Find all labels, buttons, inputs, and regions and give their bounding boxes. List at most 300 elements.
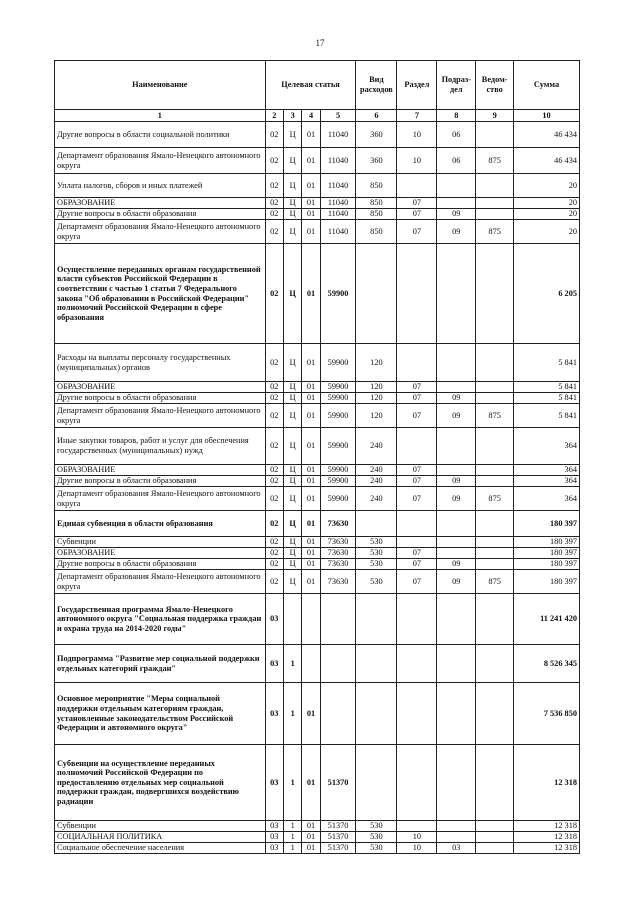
cell-name: Субвенции на осуществление переданных полномочий Российской Федерации по предоставлению отдельных мер социальной поддержки граждан, подвергшихся воздействию радиации	[55, 745, 266, 821]
cell-direction-code: 51370	[320, 832, 356, 843]
cell-program-code: 02	[265, 570, 283, 594]
cell-subprogram-code: Ц	[283, 465, 301, 476]
column-number: 5	[320, 110, 356, 122]
cell-event-code: 01	[302, 393, 320, 404]
cell-name: Департамент образования Ямало-Ненецкого автономного округа	[55, 570, 266, 594]
cell-name: Другие вопросы в области образования	[55, 559, 266, 570]
cell-direction-code: 51370	[320, 821, 356, 832]
cell-amount: 20	[514, 209, 580, 220]
cell-expense-type	[356, 645, 397, 683]
table-row	[55, 832, 580, 843]
cell-event-code: 01	[302, 843, 320, 854]
table-row	[55, 198, 580, 209]
cell-expense-type: 850	[356, 209, 397, 220]
cell-subsection	[437, 382, 476, 393]
cell-section: 07	[397, 570, 437, 594]
table-row	[55, 122, 580, 148]
cell-subprogram-code: Ц	[283, 122, 301, 148]
cell-amount: 20	[514, 198, 580, 209]
cell-program-code: 03	[265, 594, 283, 645]
cell-expense-type: 850	[356, 220, 397, 244]
cell-program-code: 02	[265, 559, 283, 570]
table-row	[55, 843, 580, 854]
table-row	[55, 511, 580, 537]
table-row	[55, 476, 580, 487]
cell-section	[397, 428, 437, 465]
column-number: 3	[283, 110, 301, 122]
cell-program-code: 02	[265, 198, 283, 209]
cell-amount: 20	[514, 220, 580, 244]
header-expense-type: Вид расходов	[356, 61, 397, 110]
table-row	[55, 683, 580, 745]
table-row	[55, 344, 580, 382]
cell-section	[397, 344, 437, 382]
cell-event-code: 01	[302, 198, 320, 209]
cell-subsection	[437, 594, 476, 645]
cell-section: 10	[397, 148, 437, 174]
cell-expense-type: 240	[356, 476, 397, 487]
cell-amount: 180 397	[514, 537, 580, 548]
cell-name: Иные закупки товаров, работ и услуг для обеспечения государственных (муниципальных) нужд	[55, 428, 266, 465]
cell-event-code: 01	[302, 537, 320, 548]
cell-direction-code: 11040	[320, 220, 356, 244]
cell-section: 10	[397, 122, 437, 148]
cell-section: 07	[397, 559, 437, 570]
cell-name: Другие вопросы в области образования	[55, 476, 266, 487]
cell-name: Социальное обеспечение населения	[55, 843, 266, 854]
cell-name: Подпрограмма "Развитие мер социальной поддержки отдельных категорий граждан"	[55, 645, 266, 683]
cell-department: 875	[476, 148, 514, 174]
table-row	[55, 209, 580, 220]
cell-section	[397, 683, 437, 745]
column-number: 9	[476, 110, 514, 122]
cell-event-code: 01	[302, 683, 320, 745]
cell-subsection	[437, 683, 476, 745]
cell-subprogram-code: Ц	[283, 344, 301, 382]
cell-direction-code: 59900	[320, 428, 356, 465]
cell-subsection: 09	[437, 570, 476, 594]
cell-subprogram-code: Ц	[283, 404, 301, 428]
cell-department	[476, 382, 514, 393]
cell-name: Субвенции	[55, 821, 266, 832]
cell-subsection: 09	[437, 404, 476, 428]
cell-program-code: 02	[265, 511, 283, 537]
header-target-article: Целевая статья	[265, 61, 356, 110]
cell-direction-code: 11040	[320, 174, 356, 198]
cell-name: Субвенции	[55, 537, 266, 548]
cell-program-code: 02	[265, 122, 283, 148]
cell-program-code: 03	[265, 843, 283, 854]
table-row	[55, 244, 580, 344]
table-row	[55, 148, 580, 174]
cell-subprogram-code: Ц	[283, 209, 301, 220]
cell-event-code: 01	[302, 428, 320, 465]
cell-subprogram-code: Ц	[283, 174, 301, 198]
cell-subsection: 09	[437, 476, 476, 487]
cell-event-code: 01	[302, 821, 320, 832]
cell-direction-code: 11040	[320, 148, 356, 174]
cell-direction-code: 51370	[320, 745, 356, 821]
table-row	[55, 594, 580, 645]
cell-section: 07	[397, 198, 437, 209]
cell-program-code: 02	[265, 174, 283, 198]
cell-subsection	[437, 344, 476, 382]
cell-department	[476, 821, 514, 832]
table-row	[55, 174, 580, 198]
cell-direction-code: 73630	[320, 548, 356, 559]
cell-section: 07	[397, 487, 437, 511]
cell-event-code: 01	[302, 382, 320, 393]
cell-section	[397, 821, 437, 832]
cell-expense-type	[356, 683, 397, 745]
cell-expense-type: 530	[356, 570, 397, 594]
header-section: Раздел	[397, 61, 437, 110]
cell-expense-type: 240	[356, 465, 397, 476]
cell-subprogram-code: Ц	[283, 487, 301, 511]
header-amount: Сумма	[514, 61, 580, 110]
cell-subprogram-code: 1	[283, 645, 301, 683]
cell-direction-code: 11040	[320, 209, 356, 220]
page-number: 17	[315, 38, 325, 48]
cell-department	[476, 476, 514, 487]
cell-expense-type	[356, 511, 397, 537]
column-number-row	[55, 110, 580, 122]
cell-amount: 364	[514, 465, 580, 476]
cell-department	[476, 548, 514, 559]
cell-event-code: 01	[302, 220, 320, 244]
cell-department	[476, 745, 514, 821]
cell-direction-code: 51370	[320, 843, 356, 854]
table-row	[55, 570, 580, 594]
cell-department: 875	[476, 220, 514, 244]
column-number: 1	[55, 110, 266, 122]
header-department: Ведом-ство	[476, 61, 514, 110]
cell-section	[397, 594, 437, 645]
cell-department	[476, 465, 514, 476]
cell-section: 07	[397, 404, 437, 428]
cell-expense-type: 120	[356, 382, 397, 393]
cell-department	[476, 344, 514, 382]
cell-event-code: 01	[302, 745, 320, 821]
cell-event-code: 01	[302, 487, 320, 511]
cell-name: Департамент образования Ямало-Ненецкого автономного округа	[55, 404, 266, 428]
cell-name: Единая субвенция в области образования	[55, 511, 266, 537]
table-header-row	[55, 61, 580, 110]
cell-direction-code: 73630	[320, 570, 356, 594]
cell-expense-type: 530	[356, 821, 397, 832]
table-row	[55, 645, 580, 683]
cell-event-code: 01	[302, 209, 320, 220]
cell-subsection: 09	[437, 487, 476, 511]
cell-department	[476, 559, 514, 570]
cell-subsection	[437, 832, 476, 843]
header-subsection: Подраз-дел	[437, 61, 476, 110]
cell-event-code: 01	[302, 404, 320, 428]
cell-direction-code: 73630	[320, 559, 356, 570]
table-row	[55, 537, 580, 548]
cell-expense-type: 240	[356, 428, 397, 465]
cell-expense-type: 120	[356, 344, 397, 382]
cell-amount: 180 397	[514, 570, 580, 594]
cell-subsection	[437, 548, 476, 559]
cell-program-code: 02	[265, 209, 283, 220]
cell-expense-type: 530	[356, 843, 397, 854]
cell-subsection	[437, 537, 476, 548]
cell-amount: 6 205	[514, 244, 580, 344]
cell-name: ОБРАЗОВАНИЕ	[55, 548, 266, 559]
cell-expense-type: 120	[356, 404, 397, 428]
cell-program-code: 02	[265, 393, 283, 404]
cell-subsection	[437, 821, 476, 832]
cell-subprogram-code: Ц	[283, 476, 301, 487]
column-number: 2	[265, 110, 283, 122]
cell-direction-code: 59900	[320, 476, 356, 487]
cell-department	[476, 832, 514, 843]
cell-section: 07	[397, 465, 437, 476]
cell-department	[476, 244, 514, 344]
cell-direction-code: 59900	[320, 244, 356, 344]
table-body	[55, 122, 580, 854]
cell-name: Осуществление переданных органам государственной власти субъектов Российской Федерации в соответствии с частью 1 статьи 7 Федерального закона "Об образовании в Российской Федерации" полномочий Российской Федерации в сфере образования	[55, 244, 266, 344]
column-number: 7	[397, 110, 437, 122]
cell-direction-code: 59900	[320, 344, 356, 382]
cell-amount: 46 434	[514, 148, 580, 174]
cell-subsection	[437, 465, 476, 476]
cell-program-code: 02	[265, 344, 283, 382]
cell-department	[476, 174, 514, 198]
cell-event-code: 01	[302, 559, 320, 570]
budget-table	[54, 60, 580, 854]
cell-program-code: 02	[265, 220, 283, 244]
table-row	[55, 745, 580, 821]
cell-subsection: 09	[437, 220, 476, 244]
cell-program-code: 02	[265, 404, 283, 428]
cell-subprogram-code: Ц	[283, 511, 301, 537]
cell-amount: 5 841	[514, 393, 580, 404]
cell-subprogram-code: 1	[283, 843, 301, 854]
cell-program-code: 02	[265, 428, 283, 465]
cell-amount: 12 318	[514, 832, 580, 843]
table-row	[55, 465, 580, 476]
cell-expense-type	[356, 594, 397, 645]
cell-subsection: 06	[437, 148, 476, 174]
cell-department	[476, 122, 514, 148]
table-row	[55, 404, 580, 428]
cell-department: 875	[476, 487, 514, 511]
cell-program-code: 02	[265, 476, 283, 487]
table-row	[55, 559, 580, 570]
cell-event-code: 01	[302, 122, 320, 148]
cell-amount: 5 841	[514, 404, 580, 428]
cell-subsection	[437, 645, 476, 683]
cell-amount: 11 241 420	[514, 594, 580, 645]
cell-subprogram-code: Ц	[283, 559, 301, 570]
cell-section: 07	[397, 209, 437, 220]
cell-direction-code: 59900	[320, 404, 356, 428]
cell-amount: 8 526 345	[514, 645, 580, 683]
cell-program-code: 02	[265, 537, 283, 548]
cell-expense-type: 360	[356, 148, 397, 174]
table-row	[55, 548, 580, 559]
cell-event-code: 01	[302, 148, 320, 174]
cell-subprogram-code: 1	[283, 821, 301, 832]
cell-subsection	[437, 198, 476, 209]
cell-event-code: 01	[302, 465, 320, 476]
cell-name: Департамент образования Ямало-Ненецкого автономного округа	[55, 487, 266, 511]
cell-expense-type: 850	[356, 198, 397, 209]
cell-event-code: 01	[302, 476, 320, 487]
cell-amount: 46 434	[514, 122, 580, 148]
cell-amount: 20	[514, 174, 580, 198]
cell-name: Государственная программа Ямало-Ненецкого автономного округа "Социальная поддержка граждан и охрана труда на 2014-2020 годы"	[55, 594, 266, 645]
cell-department	[476, 594, 514, 645]
table-row	[55, 487, 580, 511]
cell-subprogram-code: Ц	[283, 548, 301, 559]
cell-department	[476, 393, 514, 404]
cell-program-code: 02	[265, 465, 283, 476]
cell-program-code: 02	[265, 382, 283, 393]
cell-subprogram-code: Ц	[283, 198, 301, 209]
cell-direction-code: 59900	[320, 393, 356, 404]
cell-section	[397, 244, 437, 344]
cell-section: 07	[397, 393, 437, 404]
cell-subprogram-code: 1	[283, 683, 301, 745]
header-name: Наименование	[55, 61, 266, 110]
cell-amount: 12 318	[514, 821, 580, 832]
cell-section	[397, 645, 437, 683]
cell-subprogram-code: Ц	[283, 428, 301, 465]
cell-subprogram-code: 1	[283, 832, 301, 843]
cell-subsection: 09	[437, 559, 476, 570]
cell-subprogram-code: 1	[283, 745, 301, 821]
cell-subprogram-code: Ц	[283, 244, 301, 344]
cell-expense-type: 360	[356, 122, 397, 148]
cell-expense-type: 530	[356, 559, 397, 570]
cell-direction-code: 59900	[320, 487, 356, 511]
cell-amount: 5 841	[514, 382, 580, 393]
cell-subsection	[437, 174, 476, 198]
cell-section: 10	[397, 843, 437, 854]
cell-direction-code	[320, 683, 356, 745]
cell-program-code: 02	[265, 548, 283, 559]
cell-expense-type: 240	[356, 487, 397, 511]
cell-direction-code	[320, 594, 356, 645]
cell-program-code: 02	[265, 487, 283, 511]
cell-subsection: 09	[437, 393, 476, 404]
cell-name: Департамент образования Ямало-Ненецкого автономного округа	[55, 220, 266, 244]
cell-subsection	[437, 244, 476, 344]
cell-department	[476, 209, 514, 220]
cell-name: Другие вопросы в области образования	[55, 209, 266, 220]
column-number: 8	[437, 110, 476, 122]
cell-name: Расходы на выплаты персоналу государственных (муниципальных) органов	[55, 344, 266, 382]
cell-amount: 5 841	[514, 344, 580, 382]
cell-section: 10	[397, 832, 437, 843]
cell-expense-type: 530	[356, 548, 397, 559]
cell-subsection	[437, 745, 476, 821]
cell-name: Другие вопросы в области образования	[55, 393, 266, 404]
cell-event-code: 01	[302, 570, 320, 594]
cell-department	[476, 198, 514, 209]
cell-direction-code	[320, 645, 356, 683]
cell-event-code: 01	[302, 548, 320, 559]
cell-expense-type: 850	[356, 174, 397, 198]
cell-section: 07	[397, 382, 437, 393]
cell-program-code: 03	[265, 745, 283, 821]
cell-program-code: 03	[265, 832, 283, 843]
cell-amount: 364	[514, 487, 580, 511]
cell-name: ОБРАЗОВАНИЕ	[55, 382, 266, 393]
cell-amount: 7 536 850	[514, 683, 580, 745]
cell-name: Основное мероприятие "Меры социальной поддержки отдельным категориям граждан, установленные законодательством Российской Федерации и автономного округа"	[55, 683, 266, 745]
cell-direction-code: 11040	[320, 122, 356, 148]
column-number: 10	[514, 110, 580, 122]
cell-amount: 12 318	[514, 843, 580, 854]
table-row	[55, 428, 580, 465]
cell-program-code: 02	[265, 244, 283, 344]
cell-amount: 12 318	[514, 745, 580, 821]
cell-department	[476, 428, 514, 465]
cell-event-code	[302, 645, 320, 683]
cell-amount: 180 397	[514, 548, 580, 559]
cell-event-code: 01	[302, 344, 320, 382]
cell-name: Департамент образования Ямало-Ненецкого автономного округа	[55, 148, 266, 174]
cell-department	[476, 537, 514, 548]
table-row	[55, 821, 580, 832]
cell-direction-code: 73630	[320, 537, 356, 548]
cell-section: 07	[397, 476, 437, 487]
cell-subprogram-code: Ц	[283, 537, 301, 548]
cell-expense-type: 530	[356, 537, 397, 548]
cell-department	[476, 511, 514, 537]
cell-name: ОБРАЗОВАНИЕ	[55, 198, 266, 209]
cell-program-code: 02	[265, 148, 283, 174]
cell-direction-code: 59900	[320, 382, 356, 393]
column-number: 4	[302, 110, 320, 122]
cell-section	[397, 537, 437, 548]
cell-direction-code: 11040	[320, 198, 356, 209]
table-row	[55, 382, 580, 393]
cell-department: 875	[476, 404, 514, 428]
cell-section	[397, 511, 437, 537]
table-row	[55, 393, 580, 404]
cell-program-code: 03	[265, 683, 283, 745]
cell-subsection: 09	[437, 209, 476, 220]
cell-amount: 364	[514, 476, 580, 487]
cell-amount: 180 397	[514, 559, 580, 570]
cell-subprogram-code: Ц	[283, 148, 301, 174]
cell-event-code	[302, 594, 320, 645]
cell-subprogram-code: Ц	[283, 220, 301, 244]
cell-department	[476, 645, 514, 683]
cell-amount: 364	[514, 428, 580, 465]
cell-name: Другие вопросы в области социальной политики	[55, 122, 266, 148]
cell-amount: 180 397	[514, 511, 580, 537]
cell-subsection: 03	[437, 843, 476, 854]
cell-program-code: 03	[265, 821, 283, 832]
cell-subsection: 06	[437, 122, 476, 148]
cell-section	[397, 174, 437, 198]
cell-expense-type	[356, 745, 397, 821]
cell-subprogram-code: Ц	[283, 570, 301, 594]
cell-section: 07	[397, 548, 437, 559]
cell-expense-type: 530	[356, 832, 397, 843]
cell-subprogram-code	[283, 594, 301, 645]
cell-program-code: 03	[265, 645, 283, 683]
cell-event-code: 01	[302, 832, 320, 843]
cell-subprogram-code: Ц	[283, 393, 301, 404]
cell-event-code: 01	[302, 244, 320, 344]
